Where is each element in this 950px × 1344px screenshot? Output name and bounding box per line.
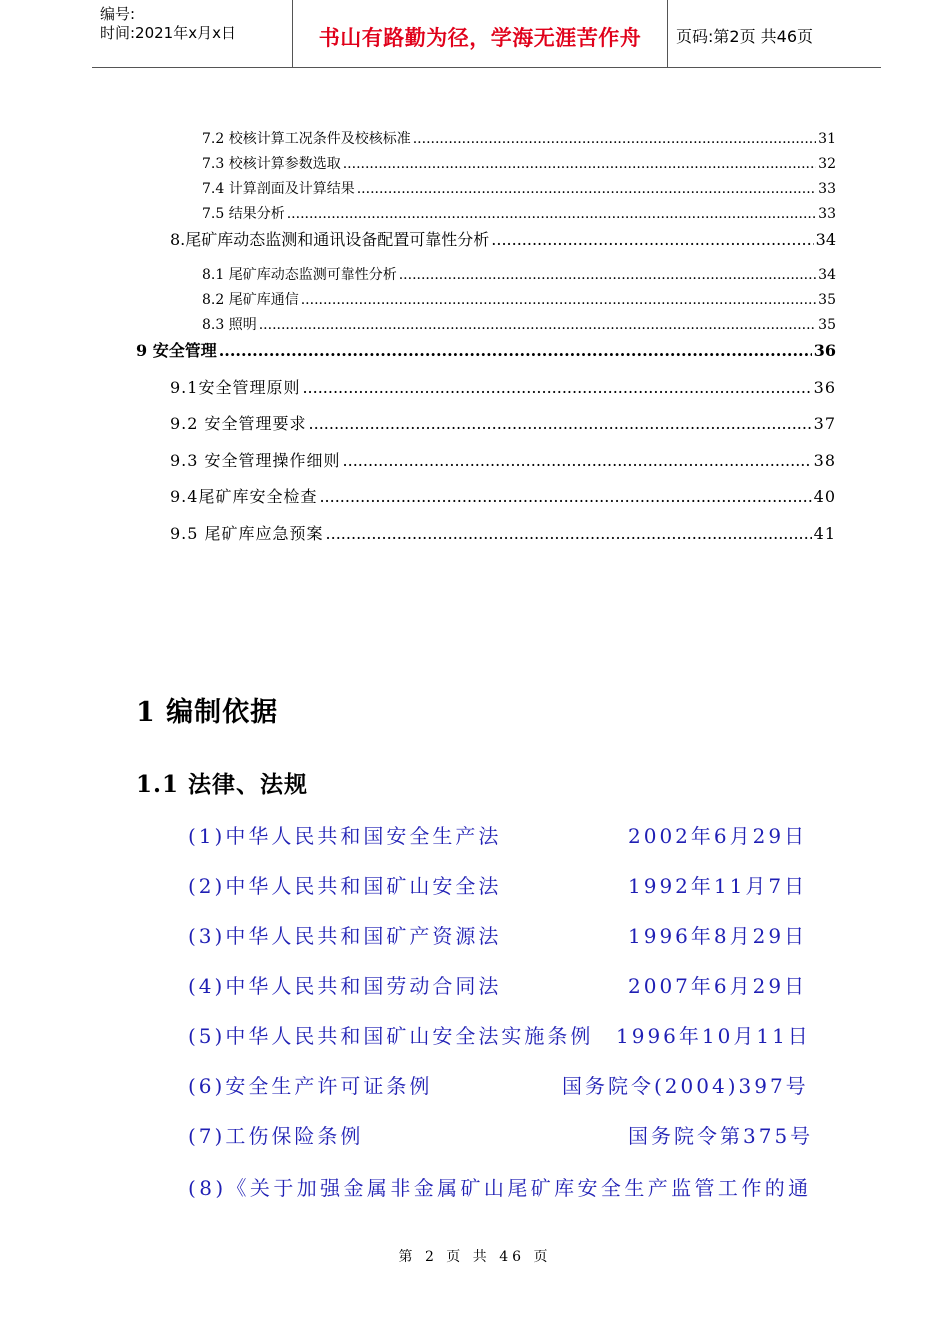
toc-entry-title: 9 安全管理: [136, 341, 217, 360]
law-item-name: (6)安全生产许可证条例: [188, 1074, 433, 1098]
law-item-date: 国务院令第375号: [628, 1124, 814, 1148]
toc-entry-title: 8.尾矿库动态监测和通讯设备配置可靠性分析: [170, 230, 490, 249]
toc-entry-title: 9.4尾矿库安全检查: [170, 487, 318, 506]
toc-entry-title: 7.5 结果分析: [202, 206, 285, 222]
toc-entry-title: 8.2 尾矿库通信: [202, 292, 299, 308]
toc-entry-title: 7.4 计算剖面及计算结果: [202, 181, 355, 197]
law-item-date: 1996年10月11日: [616, 1024, 811, 1048]
toc-entry[interactable]: [202, 153, 836, 173]
header-page-number: 页码:第2页 共46页: [676, 27, 814, 46]
toc-entry[interactable]: [136, 338, 836, 361]
toc-entry-page: 40: [813, 487, 836, 506]
section-heading: 1 编制依据: [136, 697, 279, 728]
law-item-name: (8)《关于加强金属非金属矿山尾矿库安全生产监管工作的通: [188, 1176, 812, 1200]
subsection-heading: 1.1 法律、法规: [136, 771, 309, 798]
toc-entry-page: 36: [813, 378, 836, 397]
toc-entry-page: 35: [818, 317, 836, 333]
toc-entry-page: 41: [813, 524, 836, 543]
toc-entry-title: 7.3 校核计算参数选取: [202, 156, 341, 172]
law-item-date: 国务院令(2004)397号: [562, 1074, 809, 1098]
toc-entry[interactable]: [170, 484, 836, 507]
toc-entry-title: 9.2 安全管理要求: [170, 414, 307, 433]
toc-entry-title: 7.2 校核计算工况条件及校核标准: [202, 131, 411, 147]
law-item-name: (3)中华人民共和国矿产资源法: [188, 924, 502, 948]
toc-entry-title: 9.5 尾矿库应急预案: [170, 524, 324, 543]
toc-entry-page: 37: [813, 414, 836, 433]
toc-entry[interactable]: [202, 314, 836, 334]
toc-entry-page: 38: [813, 451, 836, 470]
toc-entry[interactable]: [170, 227, 836, 250]
law-item-name: (7)工伤保险条例: [188, 1124, 364, 1148]
toc-entry-title: 8.1 尾矿库动态监测可靠性分析: [202, 267, 397, 283]
law-item-name: (4)中华人民共和国劳动合同法: [188, 974, 502, 998]
toc-entry[interactable]: [202, 289, 836, 309]
toc-entry[interactable]: [202, 203, 836, 223]
document-time-label: 时间:2021年x月x日: [100, 24, 236, 42]
page-header: [92, 0, 881, 68]
toc-entry-title: 9.3 安全管理操作细则: [170, 451, 341, 470]
footer-page-number: 第 2 页 共 46 页: [398, 1249, 552, 1265]
law-item-date: 1996年8月29日: [628, 924, 808, 948]
document-code-label: 编号:: [100, 5, 136, 23]
header-page-cell: [667, 0, 881, 67]
toc-entry-title: 8.3 照明: [202, 317, 257, 333]
toc-entry[interactable]: [202, 178, 836, 198]
header-motto-cell: [292, 0, 668, 67]
law-item-name: (5)中华人民共和国矿山安全法实施条例: [188, 1024, 594, 1048]
toc-entry[interactable]: [202, 128, 836, 148]
toc-entry[interactable]: [170, 411, 836, 434]
header-motto: 书山有路勤为径，学海无涯苦作舟: [318, 26, 642, 50]
law-item-name: (2)中华人民共和国矿山安全法: [188, 874, 502, 898]
toc-entry[interactable]: [170, 448, 836, 471]
page-footer: [0, 1246, 950, 1266]
toc-entry-page: 34: [818, 267, 836, 283]
toc-entry-page: 32: [818, 156, 836, 172]
toc-entry-page: 34: [815, 230, 836, 249]
law-item-name: (1)中华人民共和国安全生产法: [188, 824, 502, 848]
toc-entry[interactable]: [202, 264, 836, 284]
toc-entry-page: 35: [818, 292, 836, 308]
toc-entry-page: 33: [818, 181, 836, 197]
toc-entry[interactable]: [170, 521, 836, 544]
toc-entry-page: 33: [818, 206, 836, 222]
toc-entry-page: 36: [813, 341, 836, 360]
toc-entry-page: 31: [818, 131, 836, 147]
law-item-date: 2007年6月29日: [628, 974, 808, 998]
law-item-date: 1992年11月7日: [628, 874, 808, 898]
toc-entry-title: 9.1安全管理原则: [170, 378, 301, 397]
toc-entry[interactable]: [170, 375, 836, 398]
header-left-cell: [92, 0, 292, 67]
law-item-date: 2002年6月29日: [628, 824, 808, 848]
